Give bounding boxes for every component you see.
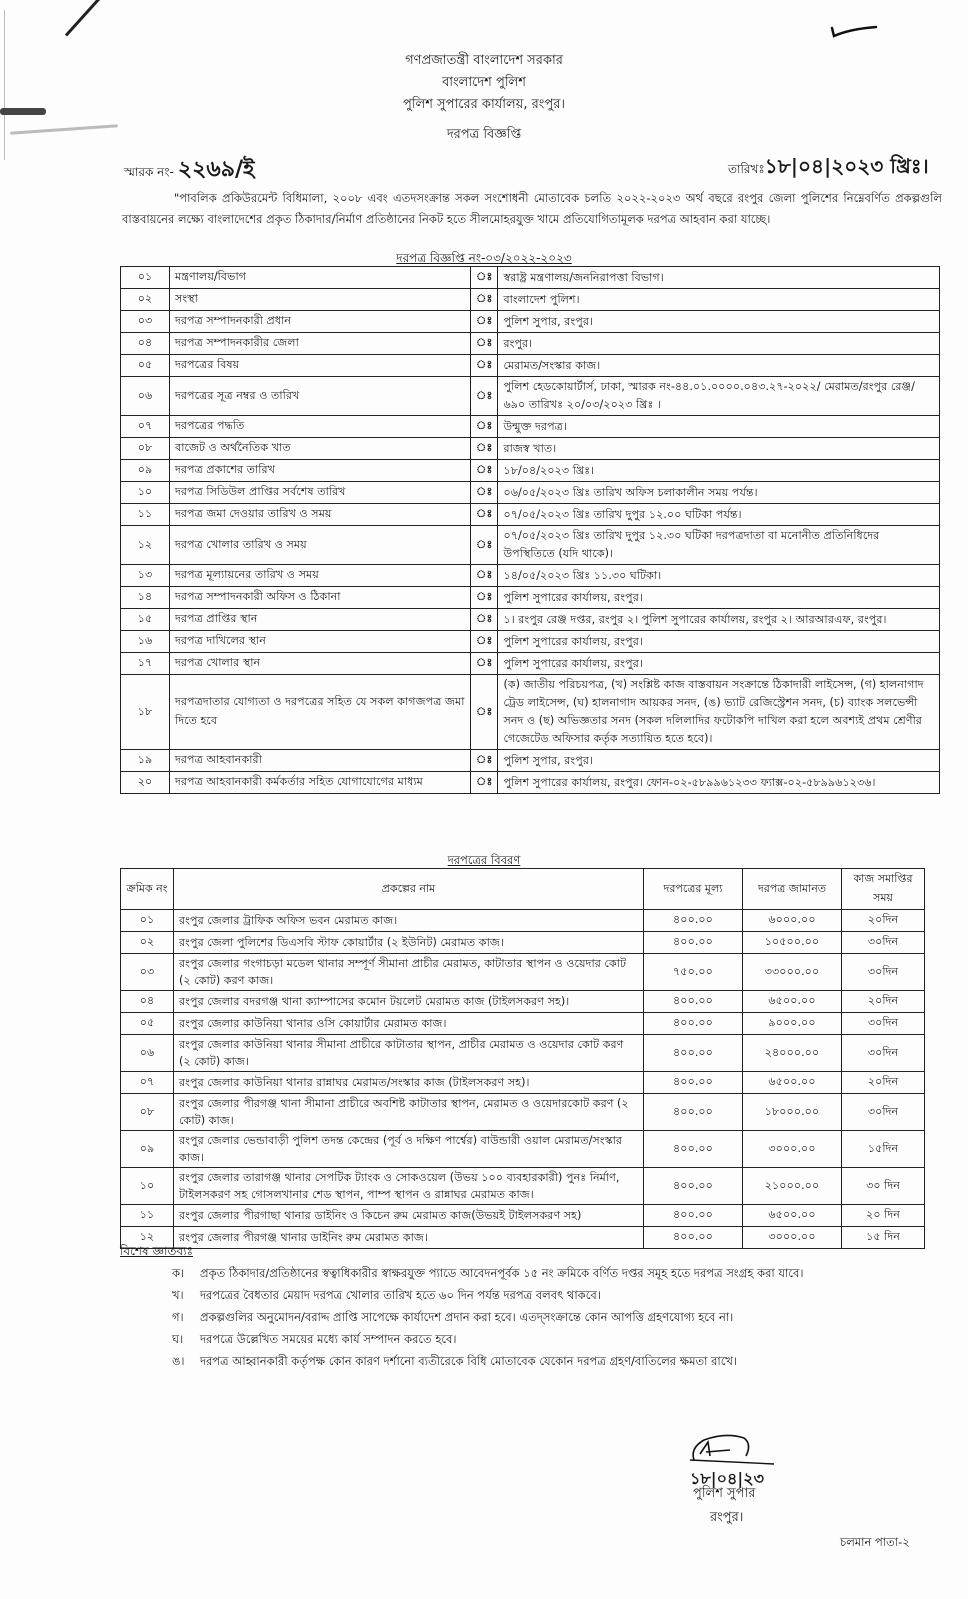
notice-row-number: ১৩ [121,565,170,587]
project-security: ৩০০০.০০ [743,1227,842,1249]
notice-row [121,565,940,587]
project-row [121,1013,925,1035]
pen-slash-mark [65,0,101,37]
notice-row-number: ১০ [121,482,170,504]
project-row [121,1072,925,1094]
note-item [172,1350,912,1372]
project-serial: ০৬ [121,1035,174,1072]
notice-row-number: ১২ [121,526,170,565]
project-name: রংপুর জেলার কাউনিয়া থানার সীমানা প্রাচীরে কাটাতার স্থাপন, প্রাচীর মেরামত ও ওয়েদার কোট করণ (২ কোট) কাজ। [174,1035,644,1072]
notice-row-label: দরপত্র সম্পাদনকারী অফিস ও ঠিকানা [170,587,471,609]
project-price: ৪০০.০০ [644,1072,743,1094]
memo-number-value: ২২৬৯/ই [177,156,255,182]
project-duration: ২০দিন [842,910,925,932]
project-security: ৬০০০.০০ [743,910,842,932]
notice-row-label: দরপত্র দাখিলের স্থান [170,631,471,653]
notice-row-value: রংপুর। [498,333,940,355]
project-serial: ১০ [121,1168,174,1205]
project-name: রংপুর জেলার কাউনিয়া থানার ওসি কোয়ার্টার মেরামত কাজ। [174,1013,644,1035]
notice-row-separator: ঃ [471,311,498,333]
notice-row-number: ০৪ [121,333,170,355]
notice-row [121,482,940,504]
signature-icon [686,1430,776,1470]
notice-row-number: ১৯ [121,750,170,772]
notice-row-separator: ঃ [471,438,498,460]
notice-row-number: ০৭ [121,416,170,438]
header-price: দরপত্রের মূল্য [644,869,743,910]
notice-row-value: স্বরাষ্ট্র মন্ত্রণালয়/জননিরাপত্তা বিভাগ। [498,267,940,289]
notice-row [121,675,940,750]
memo-number [124,152,255,189]
notice-row-value: মেরামত/সংস্কার কাজ। [498,355,940,377]
project-serial: ০৯ [121,1131,174,1168]
project-row [121,932,925,954]
notice-row-separator: ঃ [471,609,498,631]
header-project: প্রকল্পের নাম [174,869,644,910]
notice-row-value: পুলিশ সুপারের কার্যালয়, রংপুর। [498,653,940,675]
details-table-header [121,869,925,910]
notice-row-number: ১৫ [121,609,170,631]
notice-row-value: পুলিশ সুপারের কার্যালয়, রংপুর। [498,587,940,609]
project-row [121,991,925,1013]
notice-row-value: পুলিশ হেডকোয়ার্টার্স, ঢাকা, স্মারক নং-৪৪.০১.০০০০.০৪৩.২৭-২০২২/ মেরামত/রংপুর রেঞ্জ/৬৯০ তারিখঃ ২০/০৩/২০২৩ খ্রিঃ । [498,377,940,416]
continued-page-note: চলমান পাতা-২ [840,1535,910,1549]
project-duration: ২০ দিন [842,1205,925,1227]
note-text: দরপত্রের বৈধতার মেয়াদ দরপত্র খোলার তারিখ হতে ৬০ দিন পর্যন্ত দরপত্র বলবৎ থাকবে। [200,1288,601,1302]
intro-paragraph: "পাবলিক প্রকিউরমেন্ট বিধিমালা, ২০০৮ এবং এতদসংক্রান্ত সকল সংশোধনী মোতাবেক চলতি ২০২২-২০২৩ অর্থ বছরে রংপুর জেলা পুলিশের নিম্নেবর্ণিত প্রকল্পগুলি বাস্তবায়নের লক্ষ্যে বাংলাদেশের প্রকৃত ঠিকাদার/নির্মাণ প্রতিষ্ঠানের নিকট হতে সীলমোহরযুক্ত খামে প্রতিযোগিতামূলক দরপত্র আহবান করা যাচ্ছে। [122,191,942,226]
notice-row-label: বাজেট ও অর্থনৈতিক খাত [170,438,471,460]
notice-row-label: দরপত্র সিডিউল প্রাপ্তির সর্বশেষ তারিখ [170,482,471,504]
project-name: রংপুর জেলার গংগাচড়া মডেল থানার সম্পূর্ণ সীমানা প্রাচীর মেরামত, কাটাতার স্থাপন ও ওয়েদার কোট (২ কোট) করণ কাজ। [174,954,644,991]
office-heading: পুলিশ সুপারের কার্যালয়, রংপুর। [403,97,565,112]
project-security: ৯০০০.০০ [743,1013,842,1035]
notice-row-number: ২০ [121,772,170,794]
project-name: রংপুর জেলার তারাগঞ্জ থানার সেপটিক ট্যাংক ও সোকওয়েল (উভয় ১০০ ব্যবহারকারী) পুনঃ নির্মাণ, টাইলসকরণ সহ গোসলখানার শেড স্থাপন, পাম্প স্থাপন ও রান্নাঘর মেরামত কাজ। [174,1168,644,1205]
note-item [172,1284,912,1306]
notice-row-number: ০৬ [121,377,170,416]
project-duration: ৩০দিন [842,1094,925,1131]
notice-row-label: দরপত্র মূল্যায়নের তারিখ ও সময় [170,565,471,587]
notice-row-separator: ঃ [471,750,498,772]
notice-row-number: ০৫ [121,355,170,377]
project-price: ৪০০.০০ [644,1094,743,1131]
signatory-title: পুলিশ সুপার [693,1486,756,1501]
notice-row [121,772,940,794]
notice-row-separator: ঃ [471,460,498,482]
note-key: গ। [172,1310,184,1324]
notice-row [121,631,940,653]
project-duration: ৩০দিন [842,1013,925,1035]
project-price: ৭৫০.০০ [644,954,743,991]
note-item [172,1306,912,1328]
notice-row-separator: ঃ [471,267,498,289]
project-security: ১৮০০০.০০ [743,1094,842,1131]
project-row [121,1227,925,1249]
header-serial: ক্রমিক নং [121,869,174,910]
project-serial: ০৭ [121,1072,174,1094]
notice-row-separator: ঃ [471,482,498,504]
note-item [172,1328,912,1350]
notice-row [121,609,940,631]
notice-row-separator: ঃ [471,772,498,794]
notice-row-number: ১৪ [121,587,170,609]
note-text: দরপত্রে উল্লেখিত সময়ের মধ্যে কার্য সম্পাদন করতে হবে। [200,1332,457,1346]
notice-row-number: ০৮ [121,438,170,460]
project-duration: ৩০দিন [842,954,925,991]
header-duration: কাজ সমাপ্তির সময় [842,869,925,910]
notice-row-separator: ঃ [471,504,498,526]
note-item [172,1262,912,1284]
memo-label: স্মারক নং- [124,165,174,179]
notice-row-value: ০৭/০৫/২০২৩ খ্রিঃ তারিখ দুপুর ১২.০০ ঘটিকা পর্যন্ত। [498,504,940,526]
notes-title: বিশেষ জ্ঞাতব্যঃ [120,1244,193,1258]
project-duration: ২০দিন [842,991,925,1013]
notice-row [121,526,940,565]
notice-row-separator: ঃ [471,675,498,750]
project-duration: ৩০দিন [842,1035,925,1072]
notice-row [121,750,940,772]
notice-row [121,333,940,355]
notes-list [172,1262,912,1372]
notice-row-label: দরপত্রের পদ্ধতি [170,416,471,438]
project-price: ৪০০.০০ [644,1205,743,1227]
date-label: তারিখঃ [728,162,765,176]
project-price: ৪০০.০০ [644,1013,743,1035]
project-row [121,1094,925,1131]
notice-row-label: দরপত্রের সূত্র নম্বর ও তারিখ [170,377,471,416]
project-name: রংপুর জেলার পীরগাছা থানার ডাইনিং ও কিচেন রুম মেরামত কাজ(উভয়ই টাইলসকরণ সহ) [174,1205,644,1227]
notice-row-separator: ঃ [471,565,498,587]
project-duration: ৩০ দিন [842,1168,925,1205]
project-duration: ১৫দিন [842,1131,925,1168]
department-heading: বাংলাদেশ পুলিশ [442,75,526,90]
project-serial: ০৩ [121,954,174,991]
notice-row-separator: ঃ [471,526,498,565]
notice-row-label: দরপত্র প্রাপ্তির স্থান [170,609,471,631]
notice-row [121,377,940,416]
notice-row-value: পুলিশ সুপারের কার্যালয়, রংপুর। [498,631,940,653]
notice-row-label: দরপত্রদাতার যোগ্যতা ও দরপত্রের সহিত যে সকল কাগজপত্র জমা দিতে হবে [170,675,471,750]
project-security: ৩৩০০০.০০ [743,954,842,991]
notice-row-number: ১৬ [121,631,170,653]
notice-row [121,587,940,609]
header-security: দরপত্র জামানত [743,869,842,910]
notice-row [121,504,940,526]
notice-row-separator: ঃ [471,289,498,311]
project-serial: ০৪ [121,991,174,1013]
notice-row-number: ১৮ [121,675,170,750]
notice-row-separator: ঃ [471,355,498,377]
project-security: ৬৫০০.০০ [743,1072,842,1094]
notice-row [121,653,940,675]
project-price: ৪০০.০০ [644,1131,743,1168]
notice-row-value: ১৪/০৫/২০২৩ খ্রিঃ ১১.৩০ ঘটিকা। [498,565,940,587]
project-serial: ০১ [121,910,174,932]
notice-row-label: দরপত্র সম্পাদনকারী প্রধান [170,311,471,333]
notice-row-label: দরপত্র আহবানকারী [170,750,471,772]
project-price: ৪০০.০০ [644,991,743,1013]
notice-row-label: দরপত্র খোলার স্থান [170,653,471,675]
notice-row [121,267,940,289]
notice-row-number: ১১ [121,504,170,526]
project-name: রংপুর জেলার পীরগঞ্জ থানার ডাইনিং রুম মেরামত কাজ। [174,1227,644,1249]
notice-row [121,460,940,482]
project-serial: ১১ [121,1205,174,1227]
project-serial: ১২ [121,1227,174,1249]
notice-row [121,289,940,311]
details-table-title: দরপত্রের বিবরণ [447,853,521,867]
details-table [120,868,925,1249]
project-security: ২১০০০.০০ [743,1168,842,1205]
project-serial: ০৫ [121,1013,174,1035]
notice-row-value: পুলিশ সুপার, রংপুর। [498,311,940,333]
notice-row-value: বাংলাদেশ পুলিশ। [498,289,940,311]
project-duration: ২০দিন [842,1072,925,1094]
note-text: প্রকৃত ঠিকাদার/প্রতিষ্ঠানের স্বত্বাধিকারীর স্বাক্ষরযুক্ত প্যাডে আবেদনপূর্বক ১৫ নং ক্রমিকে বর্ণিত দপ্তর সমূহ হতে দরপত্র সংগ্রহ করা যাবে। [200,1266,804,1280]
project-row [121,1168,925,1205]
check-mark-icon [830,24,878,38]
project-price: ৪০০.০০ [644,1168,743,1205]
notice-row-separator: ঃ [471,587,498,609]
project-name: রংপুর জেলার বদরগঞ্জ থানা ক্যাম্পাসের কমোন টয়লেট মেরামত কাজ (টাইলসকরণ সহ)। [174,991,644,1013]
notice-row [121,355,940,377]
notice-row-value: ০৭/০৫/২০২৩ খ্রিঃ তারিখ দুপুর ১২.৩০ ঘটিকা দরপত্রদাতা বা মনোনীত প্রতিনিধিদের উপস্থিতিতে (যদি থাকে)। [498,526,940,565]
project-security: ২৪০০০.০০ [743,1035,842,1072]
project-price: ৪০০.০০ [644,910,743,932]
notice-row-separator: ঃ [471,377,498,416]
project-row [121,1035,925,1072]
project-name: রংপুর জেলার পীরগঞ্জ থানা সীমানা প্রাচীরে অবশিষ্ট কাটাতার স্থাপন, মেরামত ও ওয়েদারকোট করণ (২ কোট) কাজ। [174,1094,644,1131]
project-price: ৪০০.০০ [644,1227,743,1249]
project-security: ৩০০০.০০ [743,1131,842,1168]
notice-row-value: পুলিশ সুপারের কার্যালয়, রংপুর। ফোন-০২-৫৮৯৯৬১২৩৩ ফ্যাক্স-০২-৫৮৯৯৬১২৩৬। [498,772,940,794]
notice-row-value: (ক) জাতীয় পরিচয়পত্র, (খ) সংশ্লিষ্ট কাজ বাস্তবায়ন সংক্রান্তে ঠিকাদারী লাইসেন্স, (গ) হালনাগাদ ট্রেড লাইসেন্স, (ঘ) হালনাগাদ আয়কর সনদ, (ঙ) ভ্যাট রেজিস্ট্রেশন সনদ, (চ) ব্যাংক সলভেন্সী সনদ ও (ছ) অভিজ্ঞতার সনদ (সকল দলিলাদির ফটোকপি দাখিল করা হলে অবশ্যই প্রথম শ্রেণীর গেজেটেড অফিসার কর্তৃক সত্যায়িত হতে হবে)। [498,675,940,750]
project-duration: ১৫ দিন [842,1227,925,1249]
government-heading: গণপ্রজাতন্ত্রী বাংলাদেশ সরকার [405,53,563,68]
notice-row-value: উন্মুক্ত দরপত্র। [498,416,940,438]
notice-table-title: দরপত্র বিজ্ঞপ্তি নং-০৩/২০২২-২০২৩ [396,251,572,265]
note-key: খ। [172,1288,184,1302]
notice-title: দরপত্র বিজ্ঞপ্তি [446,127,522,142]
notice-row-number: ০২ [121,289,170,311]
note-key: ঘ। [172,1332,184,1346]
project-price: ৪০০.০০ [644,1035,743,1072]
notice-row-label: সংস্থা [170,289,471,311]
notice-row-value: ১৮/০৪/২০২৩ খ্রিঃ। [498,460,940,482]
project-row [121,1131,925,1168]
project-security: ৬৫০০.০০ [743,1205,842,1227]
notice-row-label: মন্ত্রণালয়/বিভাগ [170,267,471,289]
notice-row-separator: ঃ [471,333,498,355]
project-row [121,910,925,932]
notice-row [121,416,940,438]
note-text: প্রকল্পগুলির অনুমোদন/বরাদ্দ প্রাপ্তি সাপেক্ষে কার্যাদেশ প্রদান করা হবে। এতদ্‌সংক্রান্তে কোন আপত্তি গ্রহণযোগ্য হবে না। [200,1310,734,1324]
notice-row [121,311,940,333]
project-name: রংপুর জেলার ট্রাফিক অফিস ভবন মেরামত কাজ। [174,910,644,932]
signature-date: ১৮|০৪|২৩ [690,1469,764,1488]
project-row [121,954,925,991]
project-price: ৪০০.০০ [644,932,743,954]
project-name: রংপুর জেলা পুলিশের ডিএসবি স্টাফ কোয়ার্টার (২ ইউনিট) মেরামত কাজ। [174,932,644,954]
signatory-place: রংপুর। [710,1510,744,1525]
notice-row-number: ০৯ [121,460,170,482]
notice-row-label: দরপত্র সম্পাদনকারীর জেলা [170,333,471,355]
notice-row-value: ০৬/০৫/২০২৩ খ্রিঃ তারিখ অফিস চলাকালীন সময় পর্যন্ত। [498,482,940,504]
project-name: রংপুর জেলার কাউনিয়া থানার রান্নাঘর মেরামত/সংস্কার কাজ (টাইলসকরণ সহ)। [174,1072,644,1094]
notice-row-label: দরপত্রের বিষয় [170,355,471,377]
project-duration: ৩০দিন [842,932,925,954]
notice-row-value: ১। রংপুর রেঞ্জ দপ্তর, রংপুর ২। পুলিশ সুপারের কার্যালয়, রংপুর ২। আরআরএফ, রংপুর। [498,609,940,631]
note-key: ক। [172,1266,185,1280]
notice-row-number: ০১ [121,267,170,289]
note-text: দরপত্র আহ্বানকারী কর্তৃপক্ষ কোন কারণ দর্শানো ব্যতীরেকে বিধি মোতাবেক যেকোন দরপত্র গ্রহণ/বাতিলের ক্ষমতা রাখে। [200,1354,738,1368]
project-name: রংপুর জেলার ভেন্ডাবাড়ী পুলিশ তদন্ত কেন্দ্রের (পূর্ব ও দক্ষিণ পার্শ্বের) বাউন্ডারী ওয়াল মেরামত/সংস্কার কাজ। [174,1131,644,1168]
note-key: ঙ। [172,1354,185,1368]
notice-row-label: দরপত্র প্রকাশের তারিখ [170,460,471,482]
notice-row-label: দরপত্র জমা দেওয়ার তারিখ ও সময় [170,504,471,526]
notice-row-value: পুলিশ সুপার, রংপুর। [498,750,940,772]
notice-row-separator: ঃ [471,631,498,653]
project-security: ১০৫০০.০০ [743,932,842,954]
memo-date [728,152,929,185]
project-serial: ০৮ [121,1094,174,1131]
project-row [121,1205,925,1227]
notice-row-number: ১৭ [121,653,170,675]
notice-row [121,438,940,460]
date-value: ১৮|০৪|২০২৩ খ্রিঃ। [764,154,929,178]
notice-row-number: ০৩ [121,311,170,333]
notice-row-label: দরপত্র খোলার তারিখ ও সময় [170,526,471,565]
project-security: ৬৫০০.০০ [743,991,842,1013]
project-serial: ০২ [121,932,174,954]
notice-row-value: রাজস্ব খাত। [498,438,940,460]
notice-row-label: দরপত্র আহবানকারী কর্মকর্তার সহিত যোগাযোগের মাধ্যম [170,772,471,794]
notice-row-separator: ঃ [471,416,498,438]
notice-row-separator: ঃ [471,653,498,675]
notice-table [120,266,940,794]
